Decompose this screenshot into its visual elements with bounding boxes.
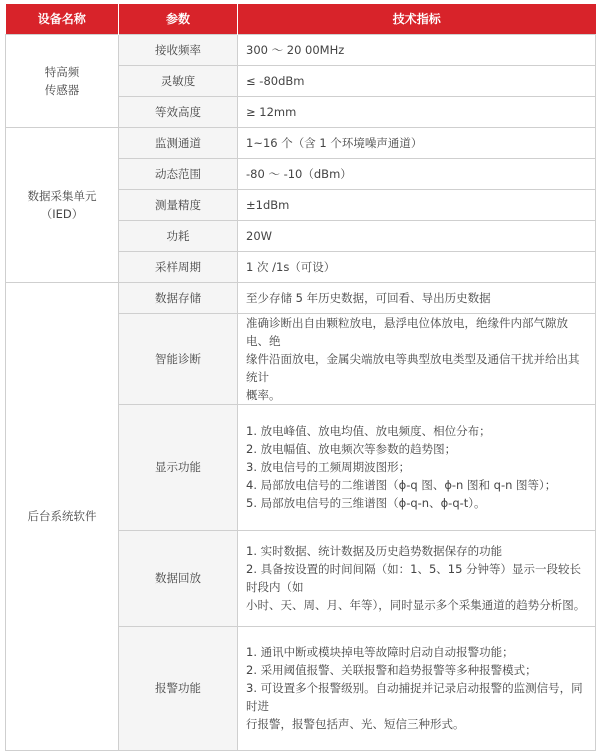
param-cell: 监测通道 <box>119 127 238 158</box>
device-name-cell <box>6 34 119 127</box>
value-line: 1. 放电峰值、放电均值、放电频度、相位分布； <box>246 424 491 438</box>
value-cell <box>238 96 596 127</box>
param-cell: 灵敏度 <box>119 65 238 96</box>
value-cell <box>238 189 596 220</box>
table-row <box>6 127 596 158</box>
device-name-line: 数据采集单元 <box>27 188 97 203</box>
value-cell <box>238 626 596 750</box>
value-line: 缘件沿面放电，金属尖端放电等典型放电类型及通信干扰并给出其统计 <box>246 351 580 384</box>
value-cell <box>238 251 596 282</box>
table-row <box>6 282 596 313</box>
value-line: 准确诊断出自由颗粒放电，悬浮电位体放电，绝缘件内部气隙放电、绝 <box>246 315 568 348</box>
param-cell: 动态范围 <box>119 158 238 189</box>
value-line: 2. 放电幅值、放电频次等参数的趋势图； <box>246 442 457 456</box>
value-line: 1~16 个（含 1 个环境噪声通道） <box>246 135 423 150</box>
value-line: 至少存储 5 年历史数据，可回看、导出历史数据 <box>246 290 491 305</box>
table-row <box>6 34 596 65</box>
value-line: 4. 局部放电信号的二维谱图（ϕ-q 图、ϕ-n 图和 q-n 图等）； <box>246 478 557 492</box>
param-cell: 数据存储 <box>119 282 238 313</box>
param-cell: 采样周期 <box>119 251 238 282</box>
value-cell <box>238 404 596 530</box>
value-cell <box>238 158 596 189</box>
value-line: 3. 可设置多个报警级别。自动捕捉并记录启动报警的监测信号，同时进 <box>246 681 583 713</box>
header-row <box>6 4 596 34</box>
value-line: 概率。 <box>246 387 281 402</box>
value-cell <box>238 282 596 313</box>
value-cell <box>238 530 596 626</box>
value-line: ≥ 12mm <box>246 104 297 119</box>
header-spec: 技术指标 <box>238 4 596 34</box>
value-line: ≤ -80dBm <box>246 73 305 88</box>
value-cell <box>238 127 596 158</box>
value-line: -80 ～ -10（dBm） <box>246 166 352 181</box>
device-name-line: （IED） <box>40 206 84 221</box>
value-line: 行报警，报警包括声、光、短信三种形式。 <box>246 717 465 731</box>
value-line: 2. 采用阈值报警、关联报警和趋势报警等多种报警模式； <box>246 663 537 677</box>
device-name-cell <box>6 282 119 750</box>
value-line: 3. 放电信号的工频周期波图形； <box>246 460 411 474</box>
spec-table <box>5 4 596 751</box>
value-line: 300 ～ 20 00MHz <box>246 42 345 57</box>
value-line: 小时、天、周、月、年等），同时显示多个采集通道的趋势分析图。 <box>246 598 586 612</box>
value-line: 1. 通讯中断或模块掉电等故障时启动自动报警功能； <box>246 645 514 659</box>
value-line: 20W <box>246 228 273 243</box>
value-cell <box>238 65 596 96</box>
param-cell: 报警功能 <box>119 626 238 750</box>
value-cell <box>238 313 596 404</box>
value-line: 1 次 /1s（可设） <box>246 259 336 274</box>
param-cell: 数据回放 <box>119 530 238 626</box>
device-name-line: 传感器 <box>44 82 80 97</box>
device-name-line: 后台系统软件 <box>27 509 97 523</box>
param-cell: 显示功能 <box>119 404 238 530</box>
header-device-name: 设备名称 <box>6 4 119 34</box>
value-line: 2. 具备按设置的时间间隔（如：1、5、15 分钟等）显示一段较长时段内（如 <box>246 562 582 594</box>
param-cell: 接收频率 <box>119 34 238 65</box>
header-parameter: 参数 <box>119 4 238 34</box>
value-cell <box>238 220 596 251</box>
param-cell: 测量精度 <box>119 189 238 220</box>
param-cell: 等效高度 <box>119 96 238 127</box>
param-cell: 智能诊断 <box>119 313 238 404</box>
param-cell: 功耗 <box>119 220 238 251</box>
device-name-cell <box>6 127 119 282</box>
value-cell <box>238 34 596 65</box>
value-line: 1. 实时数据、统计数据及历史趋势数据保存的功能 <box>246 544 503 558</box>
device-name-line: 特高频 <box>44 64 80 79</box>
value-line: 5. 局部放电信号的三维谱图（ϕ-q-n、ϕ-q-t）。 <box>246 496 486 510</box>
value-line: ±1dBm <box>246 197 290 212</box>
